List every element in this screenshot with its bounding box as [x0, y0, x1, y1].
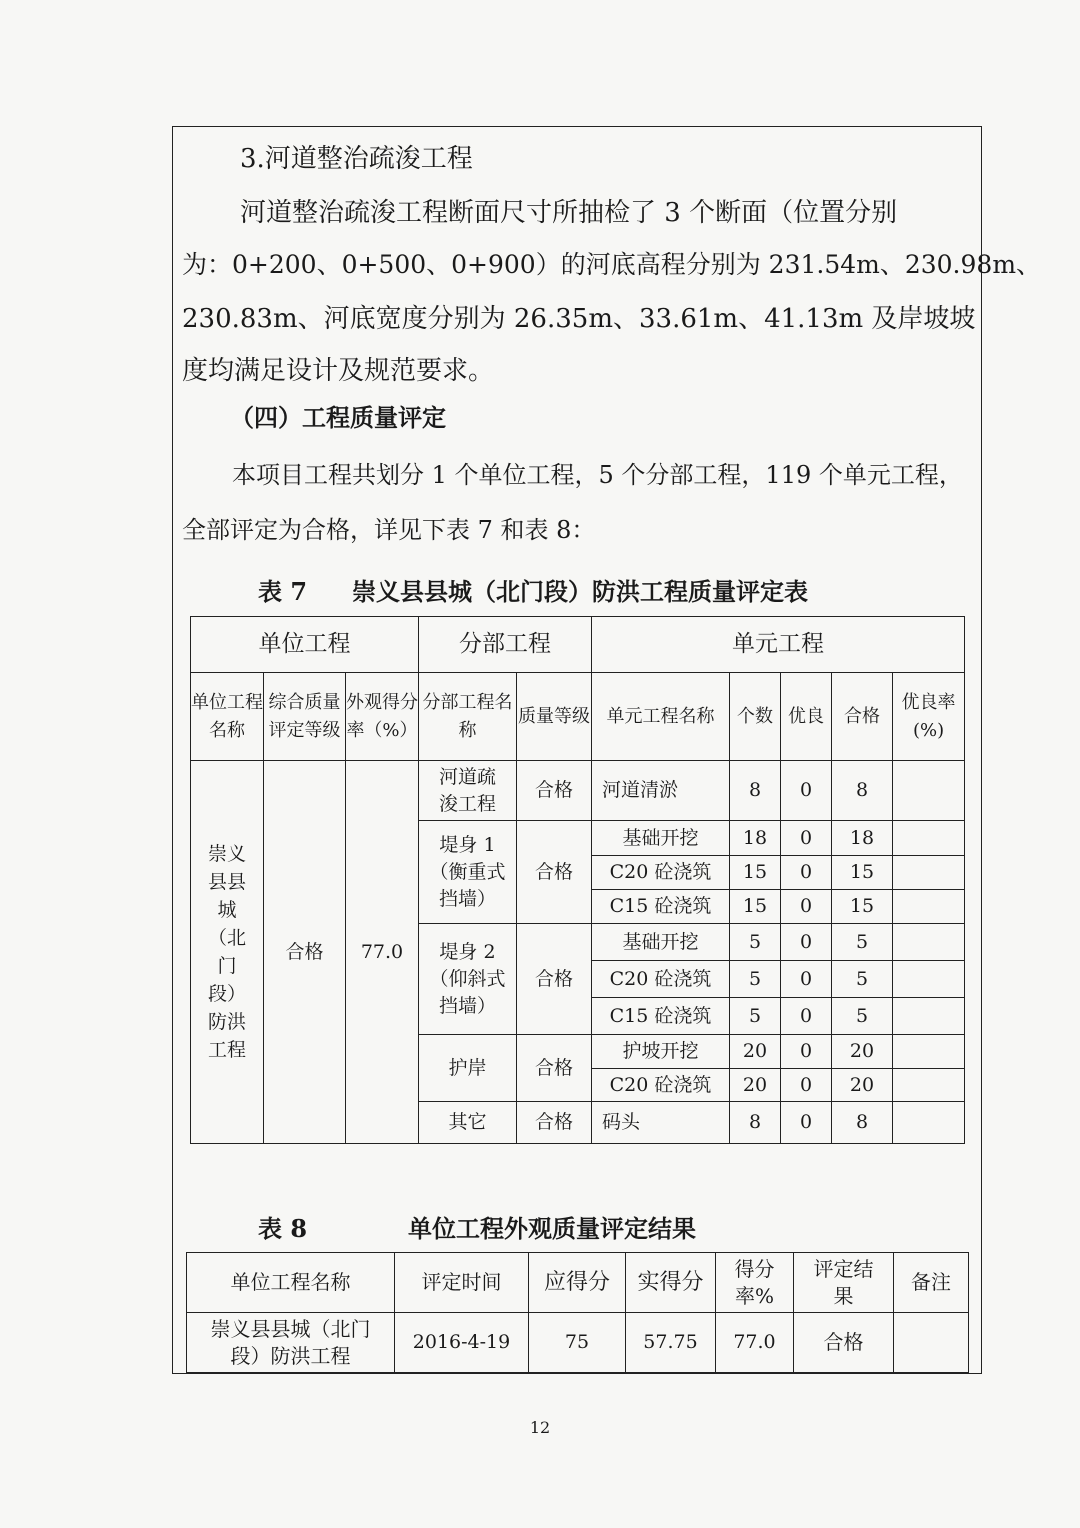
col-excellent-rate: 优良率(%) [893, 673, 965, 761]
qualified-cell: 20 [832, 1069, 893, 1102]
element-name-cell: 护坡开挖 [592, 1035, 730, 1069]
paragraph-line: 本项目工程共划分 1 个单位工程，5 个分部工程，119 个单元工程， [232, 461, 963, 489]
col-overall-grade: 综合质量评定等级 [264, 673, 346, 761]
qualified-cell: 5 [832, 998, 893, 1035]
paragraph-line: 为：0+200、0+500、0+900）的河底高程分别为 231.54m、230.98m、 [182, 250, 1042, 279]
part-name-cell: 堤身 1（衡重式挡墙） [419, 821, 517, 924]
part-grade-cell: 合格 [517, 924, 592, 1035]
col-element-name: 单元工程名称 [592, 673, 730, 761]
col-unit-name: 单位工程名称 [191, 673, 264, 761]
actual-score-cell: 57.75 [626, 1313, 716, 1373]
page-number: 12 [529, 1418, 551, 1437]
element-name-cell: C15 砼浇筑 [592, 998, 730, 1035]
col-appearance-score: 外观得分率（%） [346, 673, 419, 761]
col-qualified: 合格 [832, 673, 893, 761]
unit-grade-cell: 合格 [264, 761, 346, 1144]
element-name-cell: 河道清淤 [592, 761, 730, 821]
col-part-name: 分部工程名称 [419, 673, 517, 761]
col-score-rate: 得分率% [716, 1253, 794, 1313]
rate-cell [893, 998, 965, 1035]
unit-score-cell: 77.0 [346, 761, 419, 1144]
col-excellent: 优良 [781, 673, 832, 761]
paragraph-line: 度均满足设计及规范要求。 [182, 356, 495, 386]
qualified-cell: 5 [832, 961, 893, 998]
count-cell: 20 [730, 1069, 781, 1102]
table7-label: 表 7 [258, 577, 308, 606]
part-name-cell: 护岸 [419, 1035, 517, 1102]
rate-cell [893, 924, 965, 961]
subsection-heading: （四）工程质量评定 [230, 403, 446, 432]
rate-cell [893, 1035, 965, 1069]
qualified-cell: 15 [832, 856, 893, 890]
paragraph-line: 全部评定为合格，详见下表 7 和表 8： [182, 516, 596, 544]
excellent-cell: 0 [781, 1102, 832, 1144]
element-name-cell: 码头 [592, 1102, 730, 1144]
element-name-cell: 基础开挖 [592, 821, 730, 856]
qualified-cell: 5 [832, 924, 893, 961]
part-grade-cell: 合格 [517, 761, 592, 821]
excellent-cell: 0 [781, 761, 832, 821]
part-name-cell: 堤身 2（仰斜式挡墙） [419, 924, 517, 1035]
part-name-cell: 其它 [419, 1102, 517, 1144]
rate-cell [893, 961, 965, 998]
table8-title: 单位工程外观质量评定结果 [408, 1214, 696, 1243]
unit-name-cell: 崇义县县城（北门段）防洪工程 [187, 1313, 395, 1373]
element-name-cell: C20 砼浇筑 [592, 1069, 730, 1102]
table8 [186, 1252, 969, 1373]
expected-score-cell: 75 [529, 1313, 626, 1373]
table7 [190, 616, 965, 1144]
qualified-cell: 20 [832, 1035, 893, 1069]
element-name-cell: 基础开挖 [592, 924, 730, 961]
part-name-cell: 河道疏浚工程 [419, 761, 517, 821]
count-cell: 20 [730, 1035, 781, 1069]
section-heading: 3.河道整治疏浚工程 [240, 144, 473, 174]
eval-result-cell: 合格 [794, 1313, 894, 1373]
qualified-cell: 15 [832, 890, 893, 924]
count-cell: 8 [730, 1102, 781, 1144]
element-name-cell: C15 砼浇筑 [592, 890, 730, 924]
part-grade-cell: 合格 [517, 1035, 592, 1102]
excellent-cell: 0 [781, 924, 832, 961]
excellent-cell: 0 [781, 1069, 832, 1102]
rate-cell [893, 821, 965, 856]
rate-cell [893, 1102, 965, 1144]
col-eval-result: 评定结果 [794, 1253, 894, 1313]
remarks-cell [894, 1313, 969, 1373]
table7-title: 崇义县县城（北门段）防洪工程质量评定表 [352, 577, 808, 606]
header-unit-project: 单位工程 [191, 617, 419, 673]
element-name-cell: C20 砼浇筑 [592, 856, 730, 890]
qualified-cell: 8 [832, 761, 893, 821]
part-grade-cell: 合格 [517, 1102, 592, 1144]
element-name-cell: C20 砼浇筑 [592, 961, 730, 998]
col-actual-score: 实得分 [626, 1253, 716, 1313]
qualified-cell: 18 [832, 821, 893, 856]
qualified-cell: 8 [832, 1102, 893, 1144]
col-count: 个数 [730, 673, 781, 761]
count-cell: 8 [730, 761, 781, 821]
excellent-cell: 0 [781, 1035, 832, 1069]
count-cell: 5 [730, 961, 781, 998]
col-quality-grade: 质量等级 [517, 673, 592, 761]
excellent-cell: 0 [781, 890, 832, 924]
col-eval-time: 评定时间 [395, 1253, 529, 1313]
rate-cell [893, 856, 965, 890]
unit-name-cell: 崇义县县城（北门段）防洪工程 [191, 761, 264, 1144]
eval-time-cell: 2016-4-19 [395, 1313, 529, 1373]
col-unit-name: 单位工程名称 [187, 1253, 395, 1313]
excellent-cell: 0 [781, 821, 832, 856]
header-element-project: 单元工程 [592, 617, 965, 673]
header-part-project: 分部工程 [419, 617, 592, 673]
paragraph-line: 河道整治疏浚工程断面尺寸所抽检了 3 个断面（位置分别 [240, 198, 898, 228]
count-cell: 5 [730, 924, 781, 961]
paragraph-line: 230.83m、河底宽度分别为 26.35m、33.61m、41.13m 及岸坡坡 [182, 304, 976, 334]
col-remarks: 备注 [894, 1253, 969, 1313]
excellent-cell: 0 [781, 856, 832, 890]
count-cell: 15 [730, 856, 781, 890]
count-cell: 15 [730, 890, 781, 924]
score-rate-cell: 77.0 [716, 1313, 794, 1373]
rate-cell [893, 890, 965, 924]
rate-cell [893, 761, 965, 821]
part-grade-cell: 合格 [517, 821, 592, 924]
col-expected-score: 应得分 [529, 1253, 626, 1313]
rate-cell [893, 1069, 965, 1102]
count-cell: 18 [730, 821, 781, 856]
count-cell: 5 [730, 998, 781, 1035]
excellent-cell: 0 [781, 998, 832, 1035]
excellent-cell: 0 [781, 961, 832, 998]
table8-label: 表 8 [258, 1214, 308, 1243]
